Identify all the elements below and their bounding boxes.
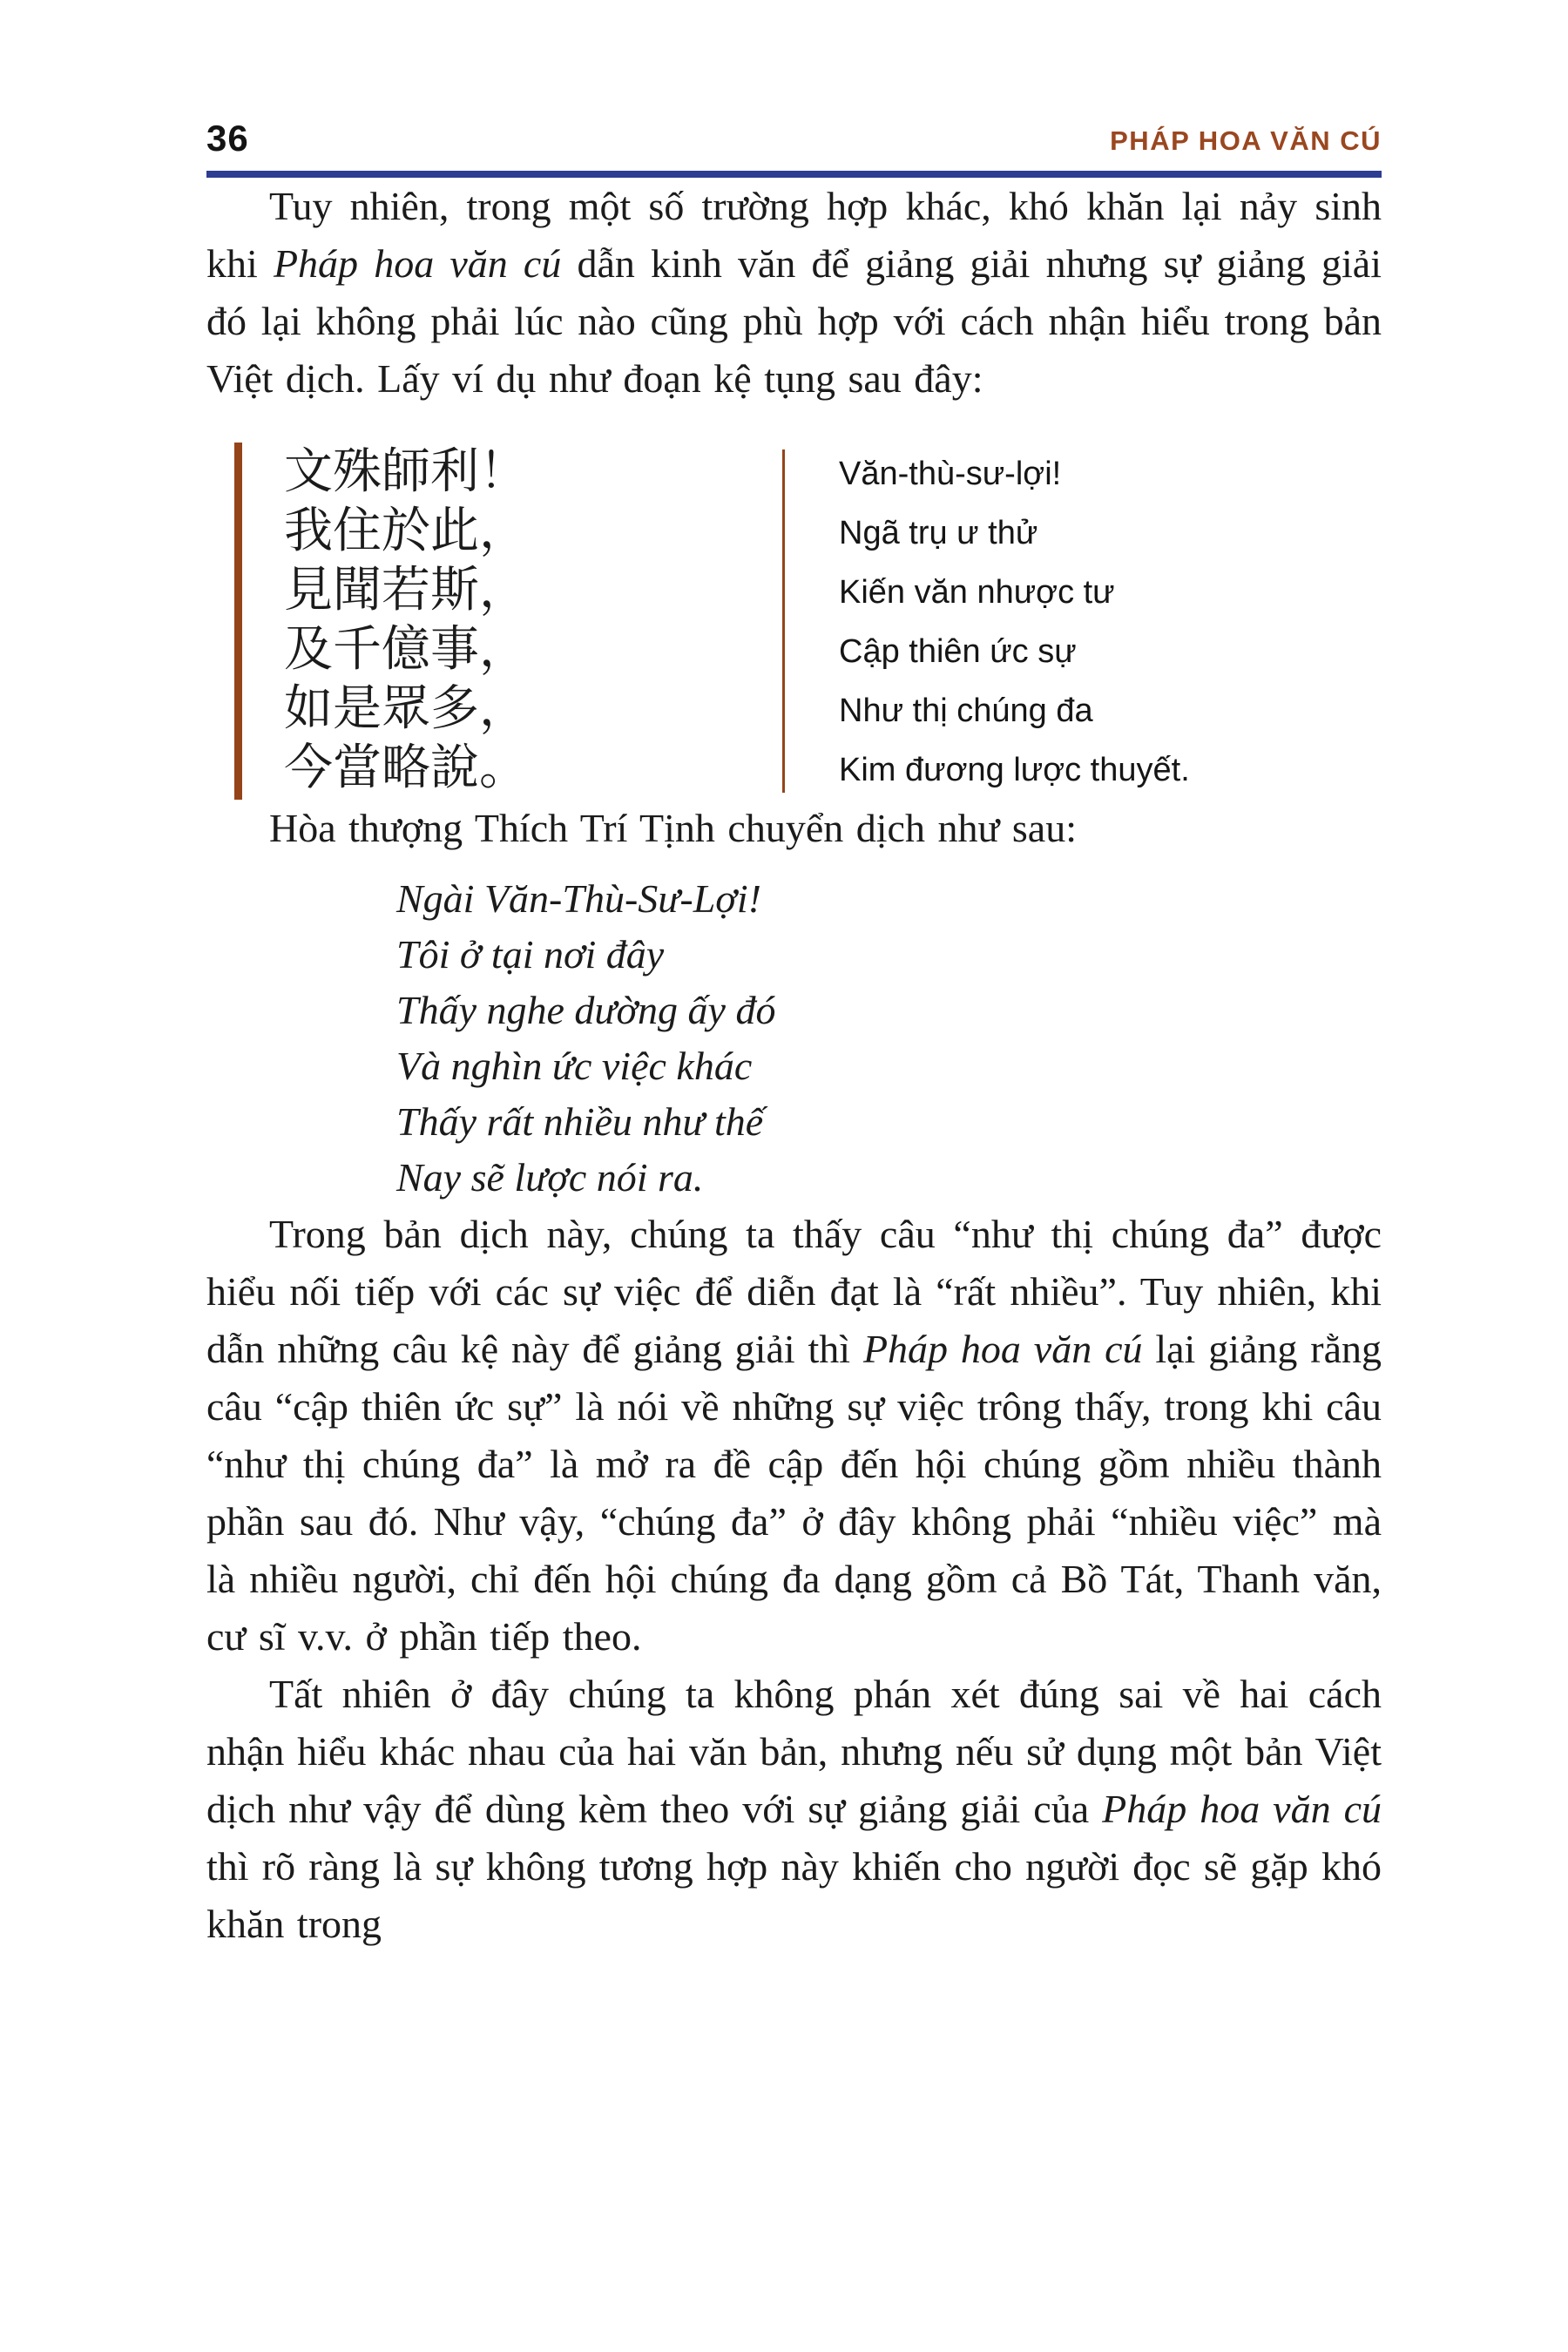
verse-line: 及千億事， [284, 623, 528, 677]
verse-line: Tôi ở tại nơi đây [396, 932, 665, 977]
sino-vietnamese-column [785, 443, 1190, 800]
verse-line: Và nghìn ức việc khác [396, 1044, 753, 1088]
page-number: 36 [206, 118, 249, 159]
verse-line: 如是眾多， [284, 682, 528, 736]
verse-line: Kiến văn nhược tư [839, 574, 1115, 611]
verse-accent-bar [234, 443, 242, 800]
paragraph-run: dẫn kinh văn để giảng giải nhưng sự giảng giải đó lại không phải lúc nào cũng phù hợp với cách nhận hiểu trong bản Việt dịch. Lấy ví dụ như đoạn kệ tụng sau đây: [206, 241, 1382, 401]
verse-line: 我住於此， [284, 504, 528, 558]
paragraph-2 [206, 1206, 1382, 1666]
verse-line: 今當略說。 [284, 741, 528, 795]
chinese-verse-column [242, 443, 782, 800]
page-content [206, 0, 1382, 1953]
verse-line: Ngã trụ ư thử [839, 515, 1038, 551]
translation-intro: Hòa thượng Thích Trí Tịnh chuyển dịch như sau: [269, 806, 1077, 850]
verse-line: Cập thiên ức sự [839, 633, 1077, 670]
header-rule [206, 171, 1382, 178]
verse-line: Ngài Văn-Thù-Sư-Lợi! [396, 876, 761, 921]
verse-line: Thấy nghe dường ấy đó [396, 988, 776, 1032]
verse-line: Thấy rất nhiều như thế [396, 1099, 764, 1144]
running-title: PHÁP HOA VĂN CÚ [1110, 125, 1382, 156]
verse-line: Như thị chúng đa [839, 693, 1093, 729]
book-title-italic: Pháp hoa văn cú [862, 1327, 1143, 1371]
verse-line: Nay sẽ lược nói ra. [396, 1155, 704, 1200]
paragraph-1 [206, 178, 1382, 408]
paragraph-run: Trong bản dịch này, chúng ta thấy câu “như thị chúng đa” được hiểu nối tiếp với các sự việc để diễn đạt là “rất nhiều”. Tuy nhiên, khi dẫn những câu kệ này để giảng giải thì [206, 1212, 1382, 1371]
paragraph-run: Tuy nhiên, trong một số trường hợp khác, khó khăn lại nảy sinh khi [206, 184, 1382, 286]
paragraph-run: thì rõ ràng là sự không tương hợp này khiến cho người đọc sẽ gặp khó khăn trong [206, 1844, 1382, 1946]
paragraph-run: lại giảng rằng câu “cập thiên ức sự” là nói về những sự việc trông thấy, trong khi câu “như thị chúng đa” là mở ra đề cập đến hội chúng gồm nhiều thành phần sau đó. Như vậy, “chúng đa” ở đây không phải “nhiều việc” mà là nhiều người, chỉ đến hội chúng đa dạng gồm cả Bồ Tát, Thanh văn, cư sĩ v.v. ở phần tiếp theo. [206, 1327, 1382, 1659]
page-header [206, 112, 1382, 157]
translated-verse-block [396, 871, 1382, 1206]
verse-line: 見聞若斯， [284, 564, 528, 618]
paragraph-run: Tất nhiên ở đây chúng ta không phán xét đúng sai về hai cách nhận hiểu khác nhau của hai văn bản, nhưng nếu sử dụng một bản Việt dịch như vậy để dùng kèm theo với sự giảng giải của [206, 1672, 1382, 1831]
book-title-italic: Pháp hoa văn cú [1102, 1787, 1382, 1831]
verse-line: Văn-thù-sư-lợi! [839, 456, 1062, 492]
book-title-italic: Pháp hoa văn cú [273, 241, 562, 286]
verse-line: 文殊師利！ [284, 445, 528, 499]
paragraph-3 [206, 1666, 1382, 1953]
verse-line: Kim đương lược thuyết. [839, 752, 1190, 788]
quoted-verse-block [234, 443, 1382, 800]
